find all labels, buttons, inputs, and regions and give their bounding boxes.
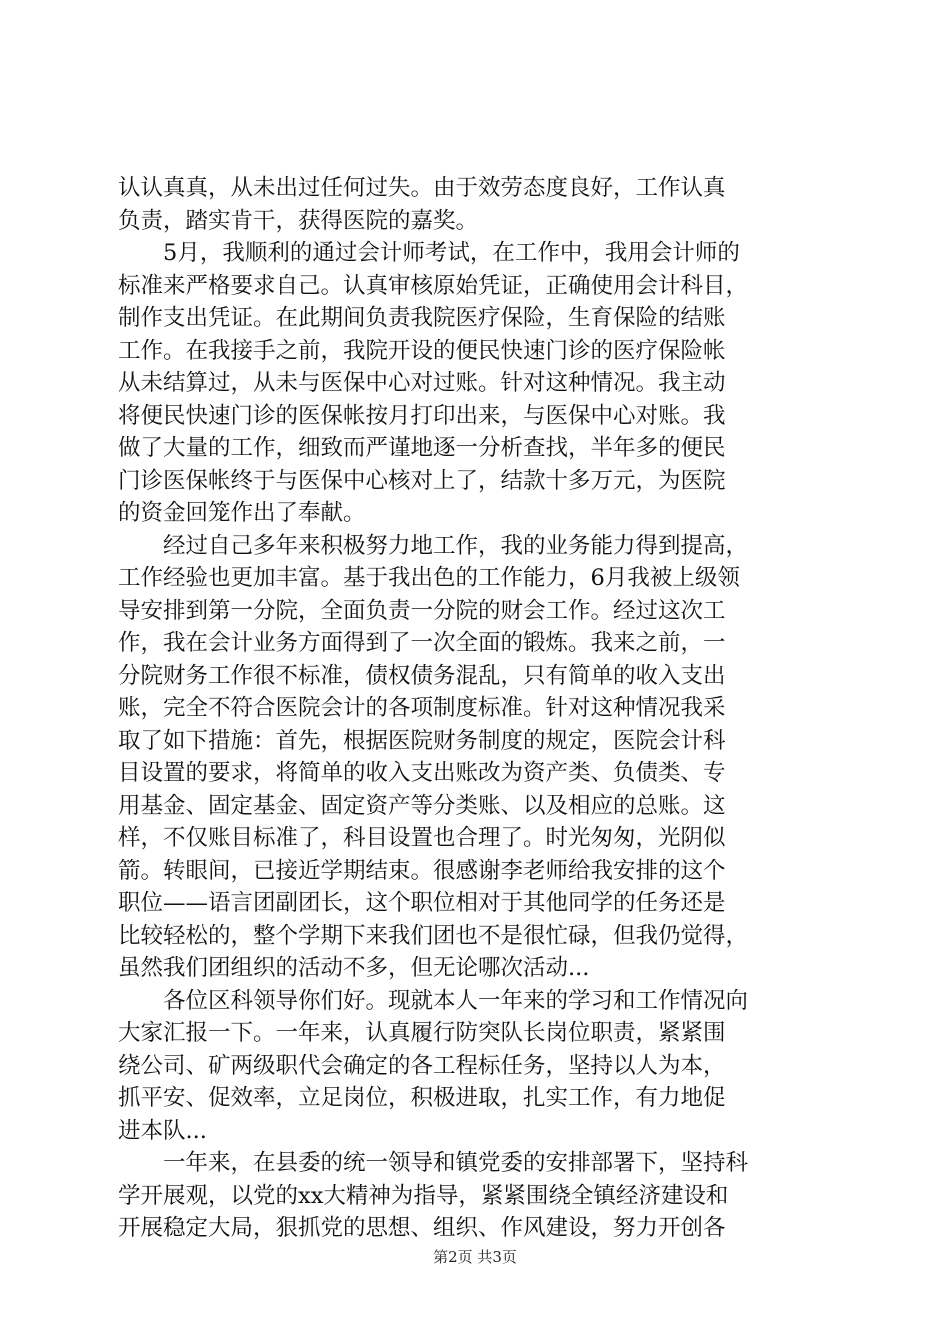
text-line: 将便民快速门诊的医保帐按月打印出来，与医保中心对账。我	[118, 402, 726, 429]
text-line: 学开展观，以党的xx大精神为指导，紧紧围绕全镇经济建设和	[118, 1182, 729, 1209]
text-line: 进本队...	[118, 1117, 207, 1144]
text-line: 各位区科领导你们好。现就本人一年来的学习和工作情况向	[118, 987, 749, 1014]
text-line: 认认真真，从未出过任何过失。由于效劳态度良好，工作认真	[118, 175, 726, 201]
text-line: 抓平安、促效率，立足岗位，积极进取，扎实工作，有力地促	[118, 1085, 726, 1111]
text-line: 经过自己多年来积极努力地工作，我的业务能力得到提高，	[118, 532, 749, 559]
text-line: 门诊医保帐终于与医保中心核对上了，结款十多万元，为医院	[118, 467, 726, 494]
text-line: 一年来，在县委的统一领导和镇党委的安排部署下，坚持科	[118, 1150, 749, 1176]
text-line: 的资金回笼作出了奉献。	[118, 500, 366, 526]
text-line: 账，完全不符合医院会计的各项制度标准。针对这种情况我采	[118, 695, 726, 721]
text-line: 大家汇报一下。一年来，认真履行防突队长岗位职责，紧紧围	[118, 1020, 726, 1046]
text-line: 从未结算过，从未与医保中心对过账。针对这种情况。我主动	[118, 370, 726, 396]
text-line: 绕公司、矿两级职代会确定的各工程标任务，坚持以人为本，	[118, 1052, 726, 1079]
text-line: 作，我在会计业务方面得到了一次全面的锻炼。我来之前，一	[118, 630, 726, 656]
text-line: 开展稳定大局，狠抓党的思想、组织、作风建设，努力开创各	[118, 1215, 726, 1241]
text-line: 取了如下措施：首先，根据医院财务制度的规定，医院会计科	[118, 727, 726, 754]
text-line: 样，不仅账目标准了，科目设置也合理了。时光匆匆，光阴似	[118, 825, 726, 851]
text-line: 标准来严格要求自己。认真审核原始凭证，正确使用会计科目，	[118, 272, 749, 299]
text-line: 负责，踏实肯干，获得医院的嘉奖。	[118, 207, 479, 234]
text-line: 工作。在我接手之前，我院开设的便民快速门诊的医疗保险帐	[118, 337, 726, 364]
body-text	[118, 172, 833, 1245]
text-line: 职位——语言团副团长，这个职位相对于其他同学的任务还是	[118, 890, 726, 916]
page-number-footer: 第2页 共3页	[433, 1248, 517, 1266]
text-line: 用基金、固定基金、固定资产等分类账、以及相应的总账。这	[118, 792, 726, 819]
text-line: 制作支出凭证。在此期间负责我院医疗保险，生育保险的结账	[118, 305, 726, 331]
text-line: 分院财务工作很不标准，债权债务混乱，只有简单的收入支出	[118, 662, 726, 689]
text-line: 导安排到第一分院，全面负责一分院的财会工作。经过这次工	[118, 597, 726, 624]
text-line: 比较轻松的，整个学期下来我们团也不是很忙碌，但我仍觉得，	[118, 922, 749, 949]
text-line: 5月，我顺利的通过会计师考试，在工作中，我用会计师的	[118, 240, 740, 266]
text-line: 箭。转眼间，已接近学期结束。很感谢李老师给我安排的这个	[118, 857, 726, 884]
text-line: 工作经验也更加丰富。基于我出色的工作能力，6月我被上级领	[118, 565, 740, 591]
text-line: 做了大量的工作，细致而严谨地逐一分析查找，半年多的便民	[118, 435, 726, 461]
text-line: 虽然我们团组织的活动不多，但无论哪次活动...	[118, 955, 590, 981]
text-line: 目设置的要求，将简单的收入支出账改为资产类、负债类、专	[118, 760, 726, 786]
